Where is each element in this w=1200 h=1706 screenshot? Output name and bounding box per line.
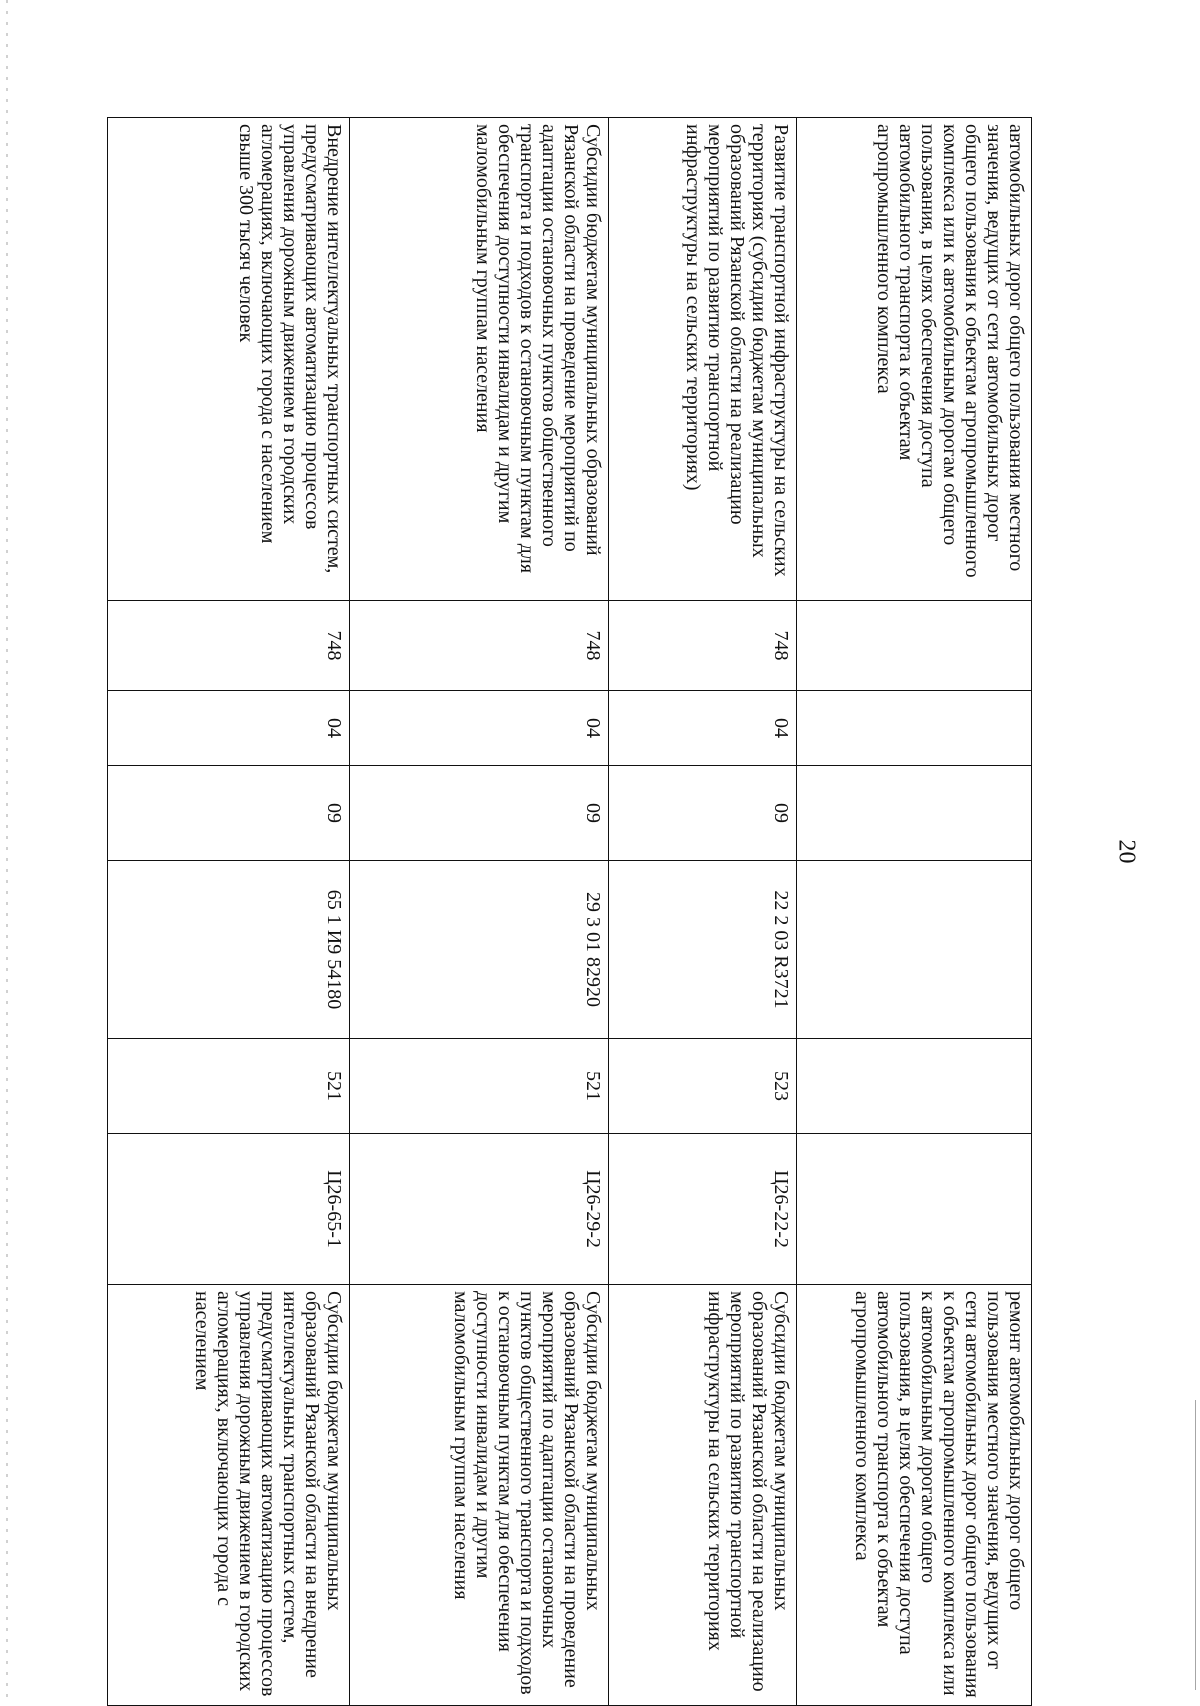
cell-grbs bbox=[797, 601, 1032, 691]
cell-name: Субсидии бюджетам муниципальных образований Рязанской области на проведение мероприятий по адаптации остановочных пунктов общественного транспорта и подходов к остановочным пунктам для обеспечения доступности инвалидам и другим маломобильным группам населения bbox=[350, 118, 609, 601]
cell-section: 04 bbox=[608, 691, 796, 766]
cell-name: Внедрение интеллектуальных транспортных систем, предусматривающих автоматизацию процессов управления дорожным движением в городских агломерациях, включающих города с населением свыше 300 тысяч человек bbox=[108, 118, 350, 601]
budget-classification-table bbox=[107, 117, 1032, 1706]
cell-grbs: 748 bbox=[108, 601, 350, 691]
cell-expense-type bbox=[797, 1039, 1032, 1134]
cell-description: Субсидии бюджетам муниципальных образований Рязанской области на проведение мероприятий по адаптации остановочных пунктов общественного транспорта и подходов к остановочным пунктам для обеспечения доступности инвалидам и другим маломобильным группам населения bbox=[350, 1285, 609, 1706]
cell-subsection: 09 bbox=[608, 766, 796, 861]
cell-target-article: 22 2 03 R3721 bbox=[608, 861, 796, 1039]
cell-subsection bbox=[797, 766, 1032, 861]
cell-description: Субсидии бюджетам муниципальных образований Рязанской области на внедрение интеллектуальных транспортных систем, предусматривающих автоматизацию процессов управления дорожным движением в городских агломерациях, включающих города с населением bbox=[108, 1285, 350, 1706]
cell-section: 04 bbox=[108, 691, 350, 766]
cell-code: Ц26-65-1 bbox=[108, 1134, 350, 1285]
cell-name: автомобильных дорог общего пользования местного значения, ведущих от сети автомобильных дорог общего пользования к объектам агропромышленного комплекса или к автомобильным дорогам общего пользования, в целях обеспечения доступа автомобильного транспорта к объектам агропромышленного комплекса bbox=[797, 118, 1032, 601]
cell-target-article: 29 3 01 82920 bbox=[350, 861, 609, 1039]
cell-code bbox=[797, 1134, 1032, 1285]
scan-edge-artifact-right bbox=[1195, 1400, 1196, 1690]
rotated-table-wrapper bbox=[107, 117, 1032, 1698]
cell-grbs: 748 bbox=[608, 601, 796, 691]
table-row bbox=[108, 118, 350, 1706]
cell-expense-type: 521 bbox=[350, 1039, 609, 1134]
cell-code: Ц26-29-2 bbox=[350, 1134, 609, 1285]
cell-grbs: 748 bbox=[350, 601, 609, 691]
cell-expense-type: 523 bbox=[608, 1039, 796, 1134]
cell-expense-type: 521 bbox=[108, 1039, 350, 1134]
cell-section: 04 bbox=[350, 691, 609, 766]
cell-target-article: 65 1 И9 54180 bbox=[108, 861, 350, 1039]
cell-name: Развитие транспортной инфраструктуры на сельских территориях (субсидии бюджетам муниципальных образований Рязанской области на реализацию мероприятий по развитию транспортной инфраструктуры на сельских территориях) bbox=[608, 118, 796, 601]
cell-subsection: 09 bbox=[350, 766, 609, 861]
table-row bbox=[797, 118, 1032, 1706]
scan-edge-artifact bbox=[6, 0, 8, 1697]
cell-description: Субсидии бюджетам муниципальных образований Рязанской области на реализацию мероприятий по развитию транспортной инфраструктуры на сельских территориях bbox=[608, 1285, 796, 1706]
cell-section bbox=[797, 691, 1032, 766]
cell-description: ремонт автомобильных дорог общего пользования местного значения, ведущих от сети автомобильных дорог общего пользования к объектам агропромышленного комплекса или к автомобильным дорогам общего пользования, в целях обеспечения доступа автомобильного транспорта к объектам агропромышленного комплекса bbox=[797, 1285, 1032, 1706]
cell-subsection: 09 bbox=[108, 766, 350, 861]
cell-code: Ц26-22-2 bbox=[608, 1134, 796, 1285]
table-row bbox=[350, 118, 609, 1706]
page-number: 20 bbox=[1113, 839, 1140, 864]
cell-target-article bbox=[797, 861, 1032, 1039]
table-row bbox=[608, 118, 796, 1706]
